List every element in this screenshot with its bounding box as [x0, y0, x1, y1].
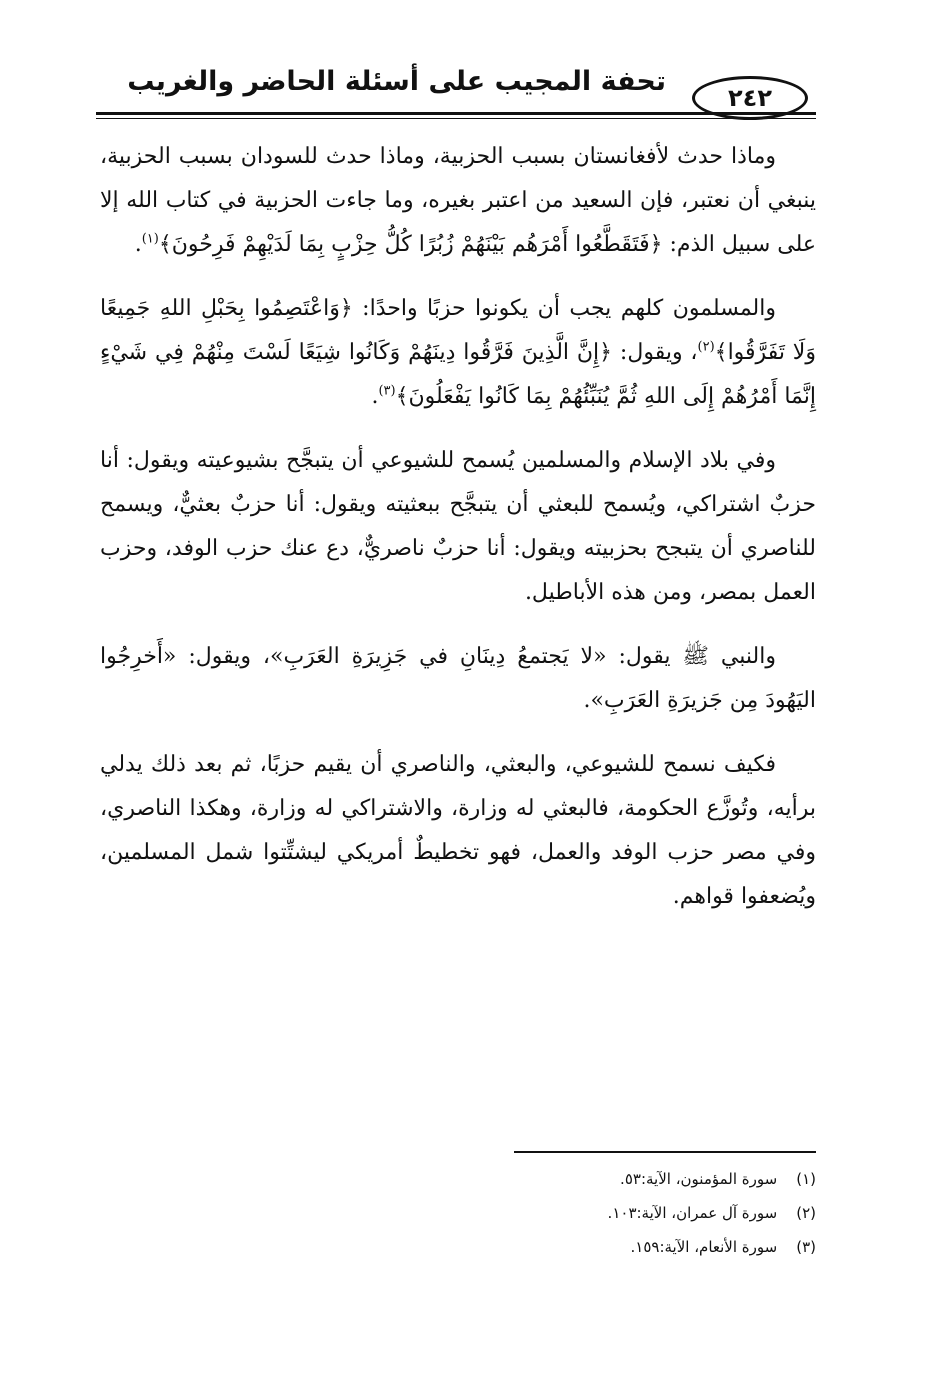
quran-quote: ﴿وَاعْتَصِمُوا بِحَبْلِ اللهِ جَمِيعًا وَلَا تَفَرَّقُوا﴾	[100, 296, 816, 365]
paragraph-text: والنبي ﷺ يقول:	[606, 644, 776, 669]
footnote-number: (٣)	[796, 1238, 816, 1256]
footnote-1	[480, 1162, 816, 1196]
quran-quote: ﴿فَتَقَطَّعُوا أَمْرَهُم بَيْنَهُمْ زُبُرًا كُلُّ حِزْبٍ بِمَا لَدَيْهِمْ فَرِحُونَ﴾	[158, 232, 663, 257]
page-number: ٢٤٢	[692, 76, 808, 120]
paragraph-4	[100, 635, 816, 723]
paragraph-text: وماذا حدث لأفغانستان بسبب الحزبية، وماذا حدث للسودان بسبب الحزبية، ينبغي أن نعتبر، فإن السعيد من اعتبر بغيره، وما جاءت الحزبية في كتاب الله إلا على سبيل الذم:	[100, 144, 816, 257]
footnote-number: (١)	[796, 1170, 816, 1188]
footnote-ref-3: (٣)	[378, 383, 396, 399]
paragraph-text: .	[134, 232, 142, 257]
paragraph-1	[100, 135, 816, 267]
header-rule-thin	[96, 118, 816, 119]
footnote-text: سورة الأنعام، الآية:١٥٩.	[630, 1238, 778, 1256]
hadith-quote: «أَخرِجُوا اليَهُودَ مِن جَزيرَةِ العَرَبِ»	[100, 644, 816, 713]
paragraph-text: وفي بلاد الإسلام والمسلمين يُسمح للشيوعي أن يتبجَّح بشيوعيته ويقول: أنا حزبٌ اشتراكي، ويُسمح للبعثي أن يتبجَّح ببعثيته ويقول: أنا حزبٌ بعثيٌّ، ويسمح للناصري أن يتبجح بحزبيته ويقول: أنا حزبٌ ناصريٌّ، دع عنك حزب الوفد، وحزب العمل بمصر، ومن هذه الأباطيل.	[100, 448, 816, 605]
footnote-ref-2: (٢)	[697, 339, 715, 355]
footnote-separator	[514, 1151, 816, 1153]
paragraph-text: ، ويقول:	[176, 644, 270, 669]
page-header	[96, 62, 816, 122]
footnote-number: (٢)	[796, 1204, 816, 1222]
hadith-quote: «لا يَجتمعُ دِينَانِ في جَزِيرَةِ العَرَبِ»	[269, 644, 607, 669]
footnote-text: سورة المؤمنون، الآية:٥٣.	[620, 1170, 778, 1188]
paragraph-3	[100, 439, 816, 615]
paragraph-text: .	[583, 688, 591, 713]
paragraph-5	[100, 743, 816, 919]
footnote-3	[480, 1230, 816, 1264]
quran-quote: ﴿إِنَّ الَّذِينَ فَرَّقُوا دِينَهُمْ وَكَانُوا شِيَعًا لَسْتَ مِنْهُمْ فِي شَيْءٍ إِنَّمَا أَمْرُهُمْ إِلَى اللهِ ثُمَّ يُنَبِّئُهُمْ بِمَا كَانُوا يَفْعَلُونَ﴾	[100, 340, 816, 409]
paragraph-text: ، ويقول:	[612, 340, 698, 365]
paragraph-text: فكيف نسمح للشيوعي، والبعثي، والناصري أن يقيم حزبًا، ثم بعد ذلك يدلي برأيه، وتُوزَّع الحكومة، فالبعثي له وزارة، والاشتراكي له وزارة، وهكذا الناصري، وفي مصر حزب الوفد والعمل، فهو تخطيطٌ أمريكي ليشتِّتوا شمل المسلمين، ويُضعفوا قواهم.	[100, 752, 816, 909]
running-title: تحفة المجيب على أسئلة الحاضر والغريب	[127, 66, 666, 97]
header-rule	[96, 112, 816, 115]
footnote-ref-1: (١)	[141, 231, 159, 247]
footnotes	[480, 1162, 816, 1264]
footnote-text: سورة آل عمران، الآية:١٠٣.	[607, 1204, 778, 1222]
paragraph-2	[100, 287, 816, 419]
footnote-2	[480, 1196, 816, 1230]
paragraph-text: والمسلمون كلهم يجب أن يكونوا حزبًا واحدًا:	[352, 296, 776, 321]
paragraph-text: .	[371, 384, 379, 409]
body-text	[100, 135, 816, 939]
